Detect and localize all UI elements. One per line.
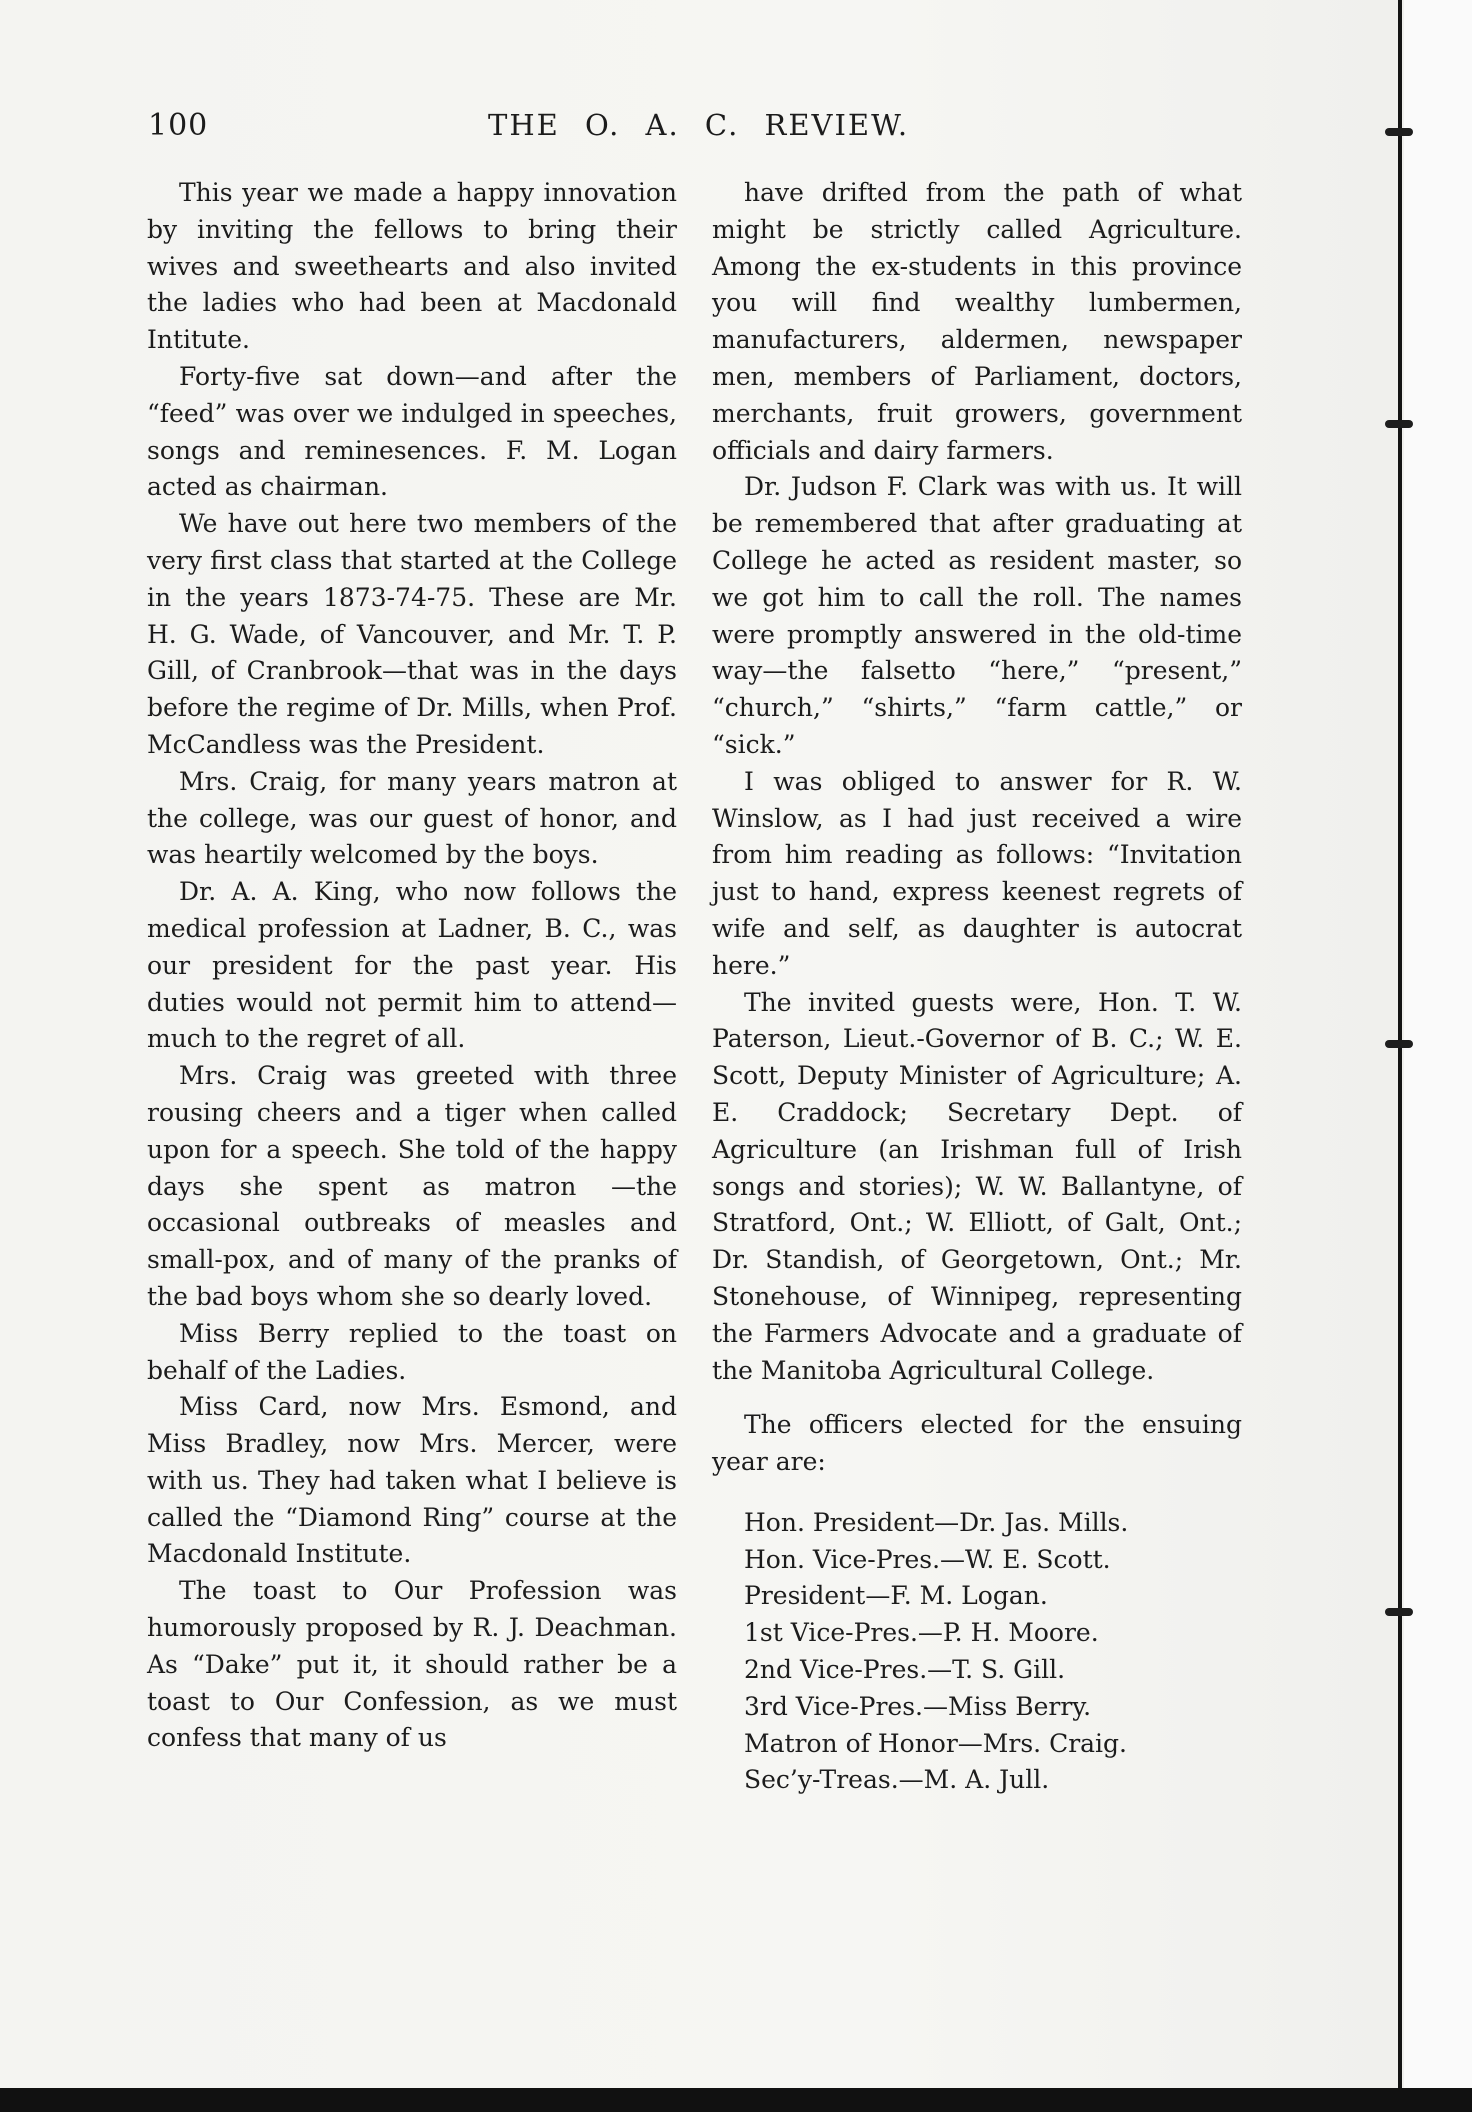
binding-knot xyxy=(1385,420,1413,428)
officers-intro: The officers elected for the ensuing year are: xyxy=(712,1410,1242,1477)
paragraph: Mrs. Craig was greeted with three rousing cheers and a tiger when called upon for a speech. She told of the happy days she spent as matron —the occasional outbreaks of measles and small-pox, and of many of the pranks of the bad boys whom she so dearly loved. xyxy=(147,1061,677,1311)
page-margin-right xyxy=(1404,0,1472,2112)
page-header xyxy=(148,108,1238,148)
running-title: THE O. A. C. REVIEW. xyxy=(488,108,910,142)
paragraph: The invited guests were, Hon. T. W. Paterson, Lieut.-Governor of B. C.; W. E. Scott, Deputy Minister of Agriculture; A. E. Craddock; Secretary Dept. of Agriculture (an Irishman full of Irish songs and stories); W. W. Ballantyne, of Stratford, Ont.; W. Elliott, of Galt, Ont.; Dr. Standish, of Georgetown, Ont.; Mr. Stonehouse, of Winnipeg, representing the Farmers Advocate and a graduate of the Manitoba Agricultural College. xyxy=(712,987,1242,1385)
officers-list xyxy=(744,1505,1242,1799)
officer-entry: 2nd Vice-Pres.—T. S. Gill. xyxy=(744,1655,1066,1685)
officer-entry: President—F. M. Logan. xyxy=(744,1581,1048,1611)
page-bottom-edge xyxy=(0,2088,1472,2112)
binding-knot xyxy=(1385,128,1413,136)
officer-entry: Hon. President—Dr. Jas. Mills. xyxy=(744,1507,1129,1537)
paragraph: The toast to Our Profession was humorously proposed by R. J. Deachman. As “Dake” put it, it should rather be a toast to Our Confession, as we must confess that many of us xyxy=(147,1576,677,1753)
officer-entry: 1st Vice-Pres.—P. H. Moore. xyxy=(744,1618,1099,1648)
binding-knot xyxy=(1385,1040,1413,1048)
right-column xyxy=(712,175,1242,1799)
paragraph: Mrs. Craig, for many years matron at the college, was our guest of honor, and was heartily welcomed by the boys. xyxy=(147,766,677,870)
officer-entry: 3rd Vice-Pres.—Miss Berry. xyxy=(744,1691,1092,1721)
officer-entry: Sec’y-Treas.—M. A. Jull. xyxy=(744,1765,1050,1795)
paragraph: Miss Card, now Mrs. Esmond, and Miss Bradley, now Mrs. Mercer, were with us. They had taken what I believe is called the “Diamond Ring” course at the Macdonald Institute. xyxy=(147,1392,677,1569)
paragraph: I was obliged to answer for R. W. Winslow, as I had just received a wire from him reading as follows: “Invitation just to hand, express keenest regrets of wife and self, as daughter is autocrat here.” xyxy=(712,766,1242,980)
left-column xyxy=(147,175,677,1757)
paragraph: Dr. Judson F. Clark was with us. It will be remembered that after graduating at College he acted as resident master, so we got him to call the roll. The names were promptly answered in the old-time way—the falsetto “here,” “present,” “church,” “shirts,” “farm cattle,” or “sick.” xyxy=(712,472,1242,759)
officer-entry: Matron of Honor—Mrs. Craig. xyxy=(744,1728,1128,1758)
paragraph: Miss Berry replied to the toast on behalf of the Ladies. xyxy=(147,1318,677,1385)
officer-entry: Hon. Vice-Pres.—W. E. Scott. xyxy=(744,1544,1111,1574)
binding-thread xyxy=(1398,0,1402,2112)
page-number: 100 xyxy=(148,108,209,143)
paragraph: Forty-five sat down—and after the “feed” was over we indulged in speeches, songs and reminesences. F. M. Logan acted as chairman. xyxy=(147,361,677,502)
binding-knot xyxy=(1385,1608,1413,1616)
paragraph: We have out here two members of the very first class that started at the College in the years 1873-74-75. These are Mr. H. G. Wade, of Vancouver, and Mr. T. P. Gill, of Cranbrook—that was in the days before the regime of Dr. Mills, when Prof. McCandless was the President. xyxy=(147,509,677,759)
paragraph: Dr. A. A. King, who now follows the medical profession at Ladner, B. C., was our president for the past year. His duties would not permit him to attend—much to the regret of all. xyxy=(147,877,677,1054)
paragraph: This year we made a happy innovation by inviting the fellows to bring their wives and sweethearts and also invited the ladies who had been at Macdonald Intitute. xyxy=(147,178,677,355)
paragraph: have drifted from the path of what might be strictly called Agriculture. Among the ex-students in this province you will find wealthy lumbermen, manufacturers, aldermen, newspaper men, members of Parliament, doctors, merchants, fruit growers, government officials and dairy farmers. xyxy=(712,178,1242,465)
